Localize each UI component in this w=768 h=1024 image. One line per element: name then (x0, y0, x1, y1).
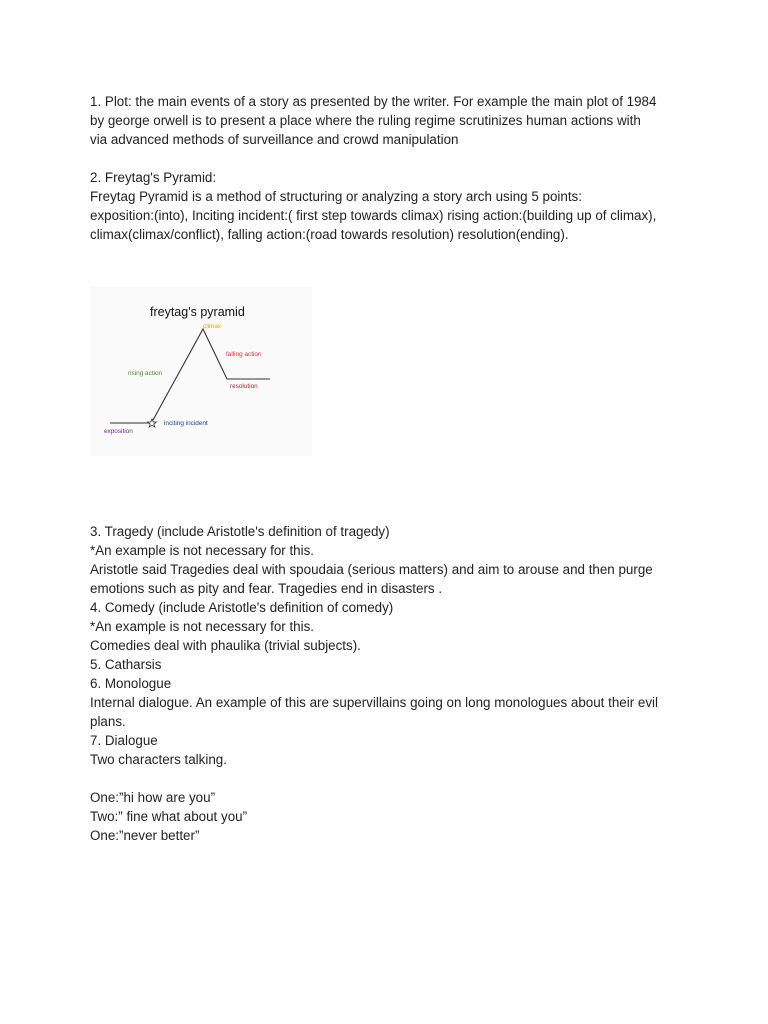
text-line: *An example is not necessary for this. (90, 543, 315, 558)
label-climax: climax (203, 323, 222, 330)
text-line: 1. Plot: the main events of a story as presented by the writer. For example the main plot of 1984 (90, 94, 657, 109)
label-rising-action: rising action (128, 370, 163, 377)
label-exposition: exposition (104, 428, 133, 435)
text-line: emotions such as pity and fear. Tragedies end in disasters . (90, 581, 443, 596)
text-line: Comedies deal with phaulika (trivial subjects). (90, 638, 361, 653)
dialogue-line: Two:” fine what about you” (90, 809, 248, 824)
text-line: 3. Tragedy (include Aristotle's definition of tragedy) (90, 524, 390, 539)
label-resolution: resolution (230, 383, 258, 390)
text-line: 7. Dialogue (90, 733, 158, 748)
text-line: Freytag Pyramid is a method of structuring or analyzing a story arch using 5 points: (90, 189, 582, 204)
text-line: Two characters talking. (90, 752, 227, 767)
text-line: 6. Monologue (90, 676, 172, 691)
diagram-title: freytag's pyramid (150, 305, 245, 319)
label-falling-action: falling action (226, 351, 262, 358)
text-line: by george orwell is to present a place where the ruling regime scrutinizes human actions with (90, 113, 641, 128)
text-line: climax(climax/conflict), falling action:(road towards resolution) resolution(ending). (90, 227, 569, 242)
section-plot (90, 92, 690, 149)
text-line: Internal dialogue. An example of this are supervillains going on long monologues about their evil (90, 695, 658, 710)
text-line: Aristotle said Tragedies deal with spoudaia (serious matters) and aim to arouse and then purge (90, 562, 653, 577)
dialogue-line: One:”never better” (90, 828, 200, 843)
text-line: 5. Catharsis (90, 657, 162, 672)
text-line: *An example is not necessary for this. (90, 619, 315, 634)
label-inciting-incident: inciting incident (164, 420, 208, 427)
freytag-pyramid-diagram (90, 286, 312, 456)
dialogue-line: One:”hi how are you” (90, 790, 216, 805)
text-line: 4. Comedy (include Aristotle's definition of comedy) (90, 600, 394, 615)
text-line: via advanced methods of surveillance and crowd manipulation (90, 132, 459, 147)
inciting-incident-star-icon (148, 419, 157, 427)
text-line: 2. Freytag's Pyramid: (90, 170, 217, 185)
text-line: plans. (90, 714, 126, 729)
text-line: exposition:(into), Inciting incident:( first step towards climax) rising action:(building up of climax), (90, 208, 657, 223)
section-definitions (90, 522, 690, 845)
pyramid-svg (90, 286, 312, 456)
section-freytag (90, 168, 690, 244)
